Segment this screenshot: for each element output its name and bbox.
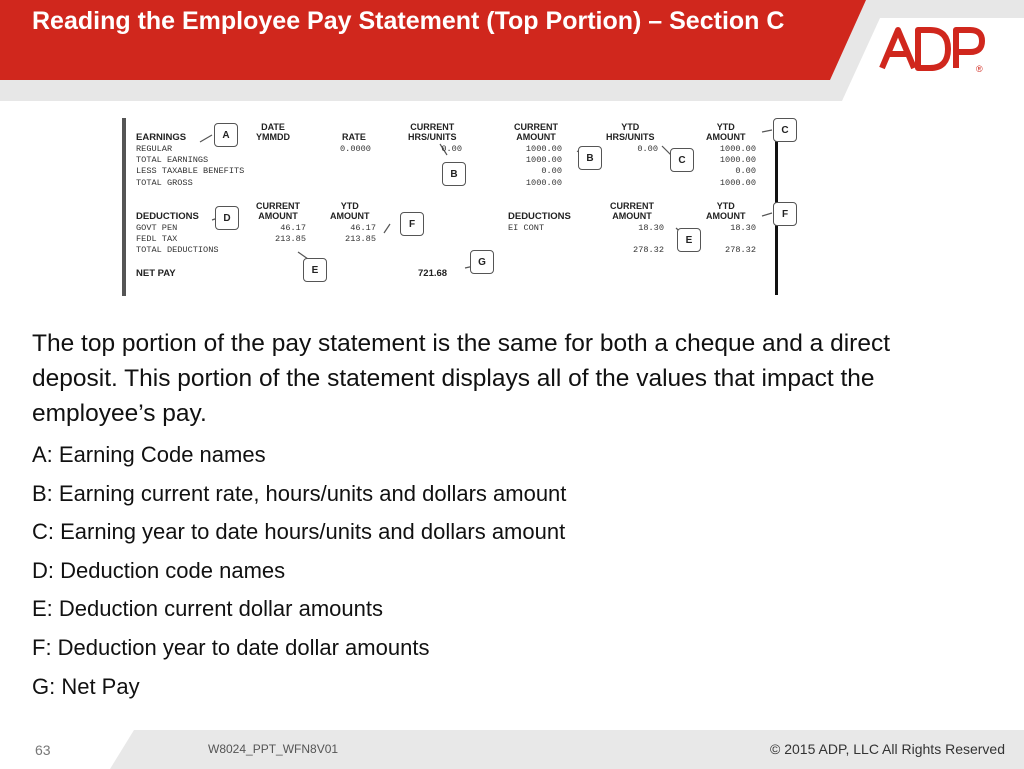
ytd-amount-value: 1000.00 [719,155,756,166]
ytd-amount-value: 0.00 [735,166,756,177]
slide-title: Reading the Employee Pay Statement (Top Portion) – Section C [32,7,785,35]
deduction-right-ytd-total: 278.32 [725,245,756,255]
earnings-label: EARNINGS [136,132,187,143]
earning-row-less-taxable: LESS TAXABLE BENEFITS [136,166,245,177]
intro-paragraph: The top portion of the pay statement is the same for both a cheque and a direct deposit. This portion of the statement displays all of the values that impact the employee’s pay. [32,330,891,427]
deduction-row-fedl-tax: FEDL TAX [136,234,178,245]
ytd-amount-value: 1000.00 [719,177,756,188]
legend-item-b: B: Earning current rate, hours/units and dollars amount [32,480,567,506]
deduction-header-ytd: YTD AMOUNT [330,201,370,221]
deduction-right-header-current: CURRENT AMOUNT [610,201,654,221]
page-number: 63 [35,742,51,758]
net-pay-label: NET PAY [136,268,176,279]
rate-value: 0.0000 [340,144,371,154]
deduction-current-value: 213.85 [275,234,306,245]
earning-row-total-earnings: TOTAL EARNINGS [136,155,209,166]
legend-item-a: A: Earning Code names [32,442,266,467]
deduction-header-current: CURRENT AMOUNT [256,201,300,221]
callout-b-hours: B [442,162,466,186]
header-ytd-hrs: YTD HRS/UNITS [606,122,655,142]
deduction-rows [136,223,219,257]
deduction-current-value: 46.17 [280,223,306,233]
callout-d: D [215,206,239,230]
current-hrs-value: 0.00 [441,144,462,154]
current-amount-value: 1000.00 [525,144,562,154]
copyright-notice: © 2015 ADP, LLC All Rights Reserved [770,741,1005,757]
legend-item-g: G: Net Pay [32,673,140,699]
callout-g: G [470,250,494,274]
callout-c-hours: C [670,148,694,172]
deduction-row-ei-cont: EI CONT [508,223,545,233]
header-date: DATE YMMDD [256,122,290,142]
deduction-ytd-value: 46.17 [350,223,376,233]
legend-item-f: F: Deduction year to date dollar amounts [32,634,430,660]
deduction-ytd-column [326,223,376,245]
legend-item-e: E: Deduction current dollar amounts [32,596,383,622]
ytd-amount-value: 1000.00 [719,144,756,154]
callout-f-left: F [400,212,424,236]
deduction-current-column [254,223,306,245]
deduction-right-header-ytd: YTD AMOUNT [706,201,746,221]
current-amount-value: 1000.00 [525,177,562,188]
callout-e-left: E [303,258,327,282]
registered-mark: ® [976,64,983,74]
callout-b-amount: B [578,146,602,170]
deductions-label: DEDUCTIONS [136,211,199,222]
current-amount-value: 1000.00 [525,155,562,166]
deduction-row-total: TOTAL DEDUCTIONS [136,245,219,256]
callout-c-amount: C [773,118,797,142]
ytd-amount-column [698,144,756,189]
document-code: W8024_PPT_WFN8V01 [208,742,339,756]
earnings-rows [136,144,244,189]
earning-row-total-gross: TOTAL GROSS [136,177,193,188]
deduction-row-govt-pen: GOVT PEN [136,223,178,233]
header-current-hrs: CURRENT HRS/UNITS [408,122,457,142]
net-pay-value: 721.68 [418,268,448,279]
current-amount-column [506,144,562,189]
header-current-amount: CURRENT AMOUNT [514,122,558,142]
deduction-right-current: 18.30 [638,223,664,233]
deductions-right-label: DEDUCTIONS [508,211,571,222]
legend-list [32,436,566,706]
deduction-ytd-value: 213.85 [345,234,376,245]
callout-a: A [214,123,238,147]
current-amount-value: 0.00 [541,166,562,177]
adp-logo [878,22,990,74]
legend-item-d: D: Deduction code names [32,557,286,583]
deduction-right-current-total: 278.32 [633,245,664,255]
earning-row-regular: REGULAR [136,144,173,154]
legend-item-c: C: Earning year to date hours/units and dollars amount [32,519,566,545]
header-ytd-amount: YTD AMOUNT [706,122,746,142]
header-rate: RATE [342,132,366,142]
deduction-right-ytd: 18.30 [730,223,756,233]
pay-statement-image [122,118,789,296]
ytd-hrs-value: 0.00 [637,144,658,154]
callout-e-right: E [677,228,701,252]
callout-f-right: F [773,202,797,226]
